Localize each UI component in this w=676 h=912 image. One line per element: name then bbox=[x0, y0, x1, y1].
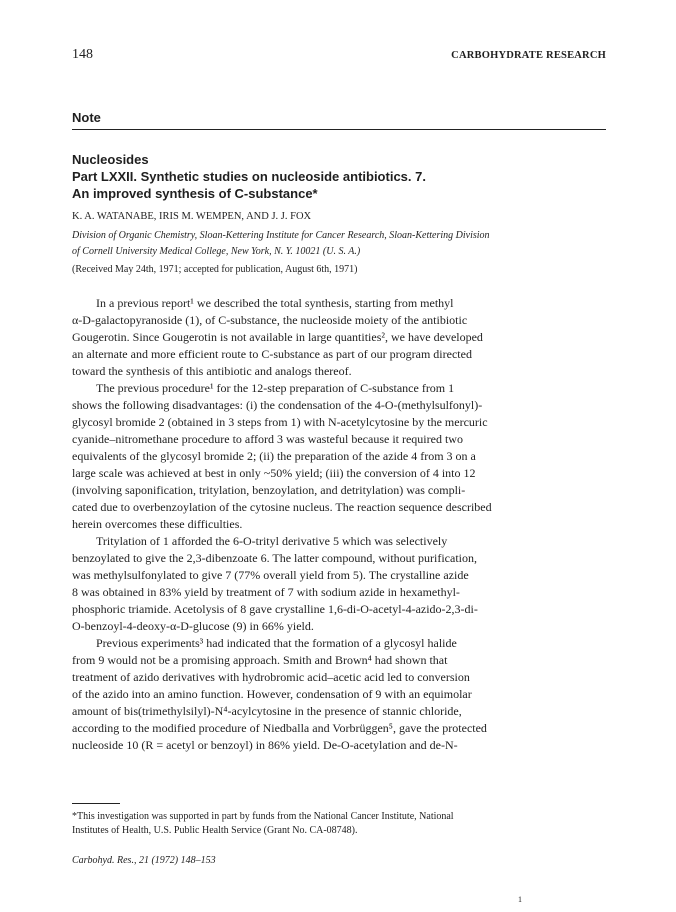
affiliation bbox=[72, 228, 606, 260]
body-line: herein overcomes these difficulties. bbox=[72, 517, 243, 531]
body-line: an alternate and more efficient route to C-substance as part of our program directed bbox=[72, 347, 472, 361]
footnote-rule bbox=[72, 803, 120, 804]
body-line: of the azido into an amino function. However, condensation of 9 with an equimolar bbox=[72, 687, 472, 701]
journal-citation: Carbohyd. Res., 21 (1972) 148–153 bbox=[72, 855, 216, 866]
affiliation-line: of Cornell University Medical College, New York, N. Y. 10021 (U. S. A.) bbox=[72, 246, 361, 257]
body-line: cated due to overbenzoylation of the cytosine nucleus. The reaction sequence described bbox=[72, 500, 492, 514]
body-line: according to the modified procedure of Niedballa and Vorbrüggen⁵, gave the protected bbox=[72, 721, 487, 735]
body-line: glycosyl bromide 2 (obtained in 3 steps from 1) with N-acetylcytosine by the mercuric bbox=[72, 415, 488, 429]
journal-name: CARBOHYDRATE RESEARCH bbox=[451, 50, 606, 61]
footnote bbox=[72, 810, 606, 838]
body-line: Previous experiments³ had indicated that the formation of a glycosyl halide bbox=[96, 636, 457, 650]
body-line: shows the following disadvantages: (i) the condensation of the 4-O-(methylsulfonyl)- bbox=[72, 398, 483, 412]
body-line: equivalents of the glycosyl bromide 2; (ii) the preparation of the azide 4 from 3 on a bbox=[72, 449, 476, 463]
title-line: An improved synthesis of C-substance* bbox=[72, 186, 318, 201]
body-line: cyanide–nitromethane procedure to afford 3 was wasteful because it required two bbox=[72, 432, 463, 446]
body-line: amount of bis(trimethylsilyl)-N⁴-acylcytosine in the presence of stannic chloride, bbox=[72, 704, 462, 718]
body-line: nucleoside 10 (R = acetyl or benzoyl) in 86% yield. De-O-acetylation and de-N- bbox=[72, 738, 458, 752]
section-label: Note bbox=[72, 110, 101, 125]
body-line: benzoylated to give the 2,3-dibenzoate 6. The latter compound, without purification, bbox=[72, 551, 477, 565]
body-line: toward the synthesis of this antibiotic and analogs thereof. bbox=[72, 364, 352, 378]
body-line: Tritylation of 1 afforded the 6-O-trityl derivative 5 which was selectively bbox=[96, 534, 448, 548]
body-line: phosphoric triamide. Acetolysis of 8 gave crystalline 1,6-di-O-acetyl-4-azido-2,3-di- bbox=[72, 602, 478, 616]
body-line: 8 was obtained in 83% yield by treatment of 7 with sodium azide in hexamethyl- bbox=[72, 585, 460, 599]
corner-mark: 1 bbox=[518, 895, 522, 904]
footnote-line: Institutes of Health, U.S. Public Health Service (Grant No. CA-08748). bbox=[72, 825, 358, 836]
footnote-line: *This investigation was supported in part by funds from the National Cancer Institute, National bbox=[72, 811, 454, 822]
section-rule bbox=[72, 129, 606, 130]
body-line: Gougerotin. Since Gougerotin is not available in large quantities², we have developed bbox=[72, 330, 483, 344]
page-number: 148 bbox=[72, 47, 93, 62]
title-line: Part LXXII. Synthetic studies on nucleoside antibiotics. 7. bbox=[72, 169, 426, 184]
body-line: large scale was achieved at best in only ~50% yield; (iii) the conversion of 4 into 12 bbox=[72, 466, 476, 480]
authors: K. A. WATANABE, IRIS M. WEMPEN, AND J. J. FOX bbox=[72, 211, 312, 222]
body-line: α-D-galactopyranoside (1), of C-substance, the nucleoside moiety of the antibiotic bbox=[72, 313, 468, 327]
body-text bbox=[72, 295, 606, 754]
received-dates: (Received May 24th, 1971; accepted for publication, August 6th, 1971) bbox=[72, 264, 358, 275]
body-line: (involving saponification, tritylation, benzoylation, and detritylation) was compli- bbox=[72, 483, 466, 497]
body-line: O-benzoyl-4-deoxy-α-D-glucose (9) in 66% yield. bbox=[72, 619, 314, 633]
body-line: treatment of azido derivatives with hydrobromic acid–acetic acid led to conversion bbox=[72, 670, 470, 684]
affiliation-line: Division of Organic Chemistry, Sloan-Kettering Institute for Cancer Research, Sloan-Kettering Division bbox=[72, 230, 490, 241]
body-line: from 9 would not be a promising approach. Smith and Brown⁴ had shown that bbox=[72, 653, 448, 667]
body-line: The previous procedure¹ for the 12-step preparation of C-substance from 1 bbox=[96, 381, 455, 395]
title-line: Nucleosides bbox=[72, 152, 149, 167]
body-line: was methylsulfonylated to give 7 (77% overall yield from 5). The crystalline azide bbox=[72, 568, 469, 582]
article-title bbox=[72, 151, 606, 202]
body-line: In a previous report¹ we described the total synthesis, starting from methyl bbox=[96, 296, 454, 310]
running-header bbox=[72, 47, 606, 65]
